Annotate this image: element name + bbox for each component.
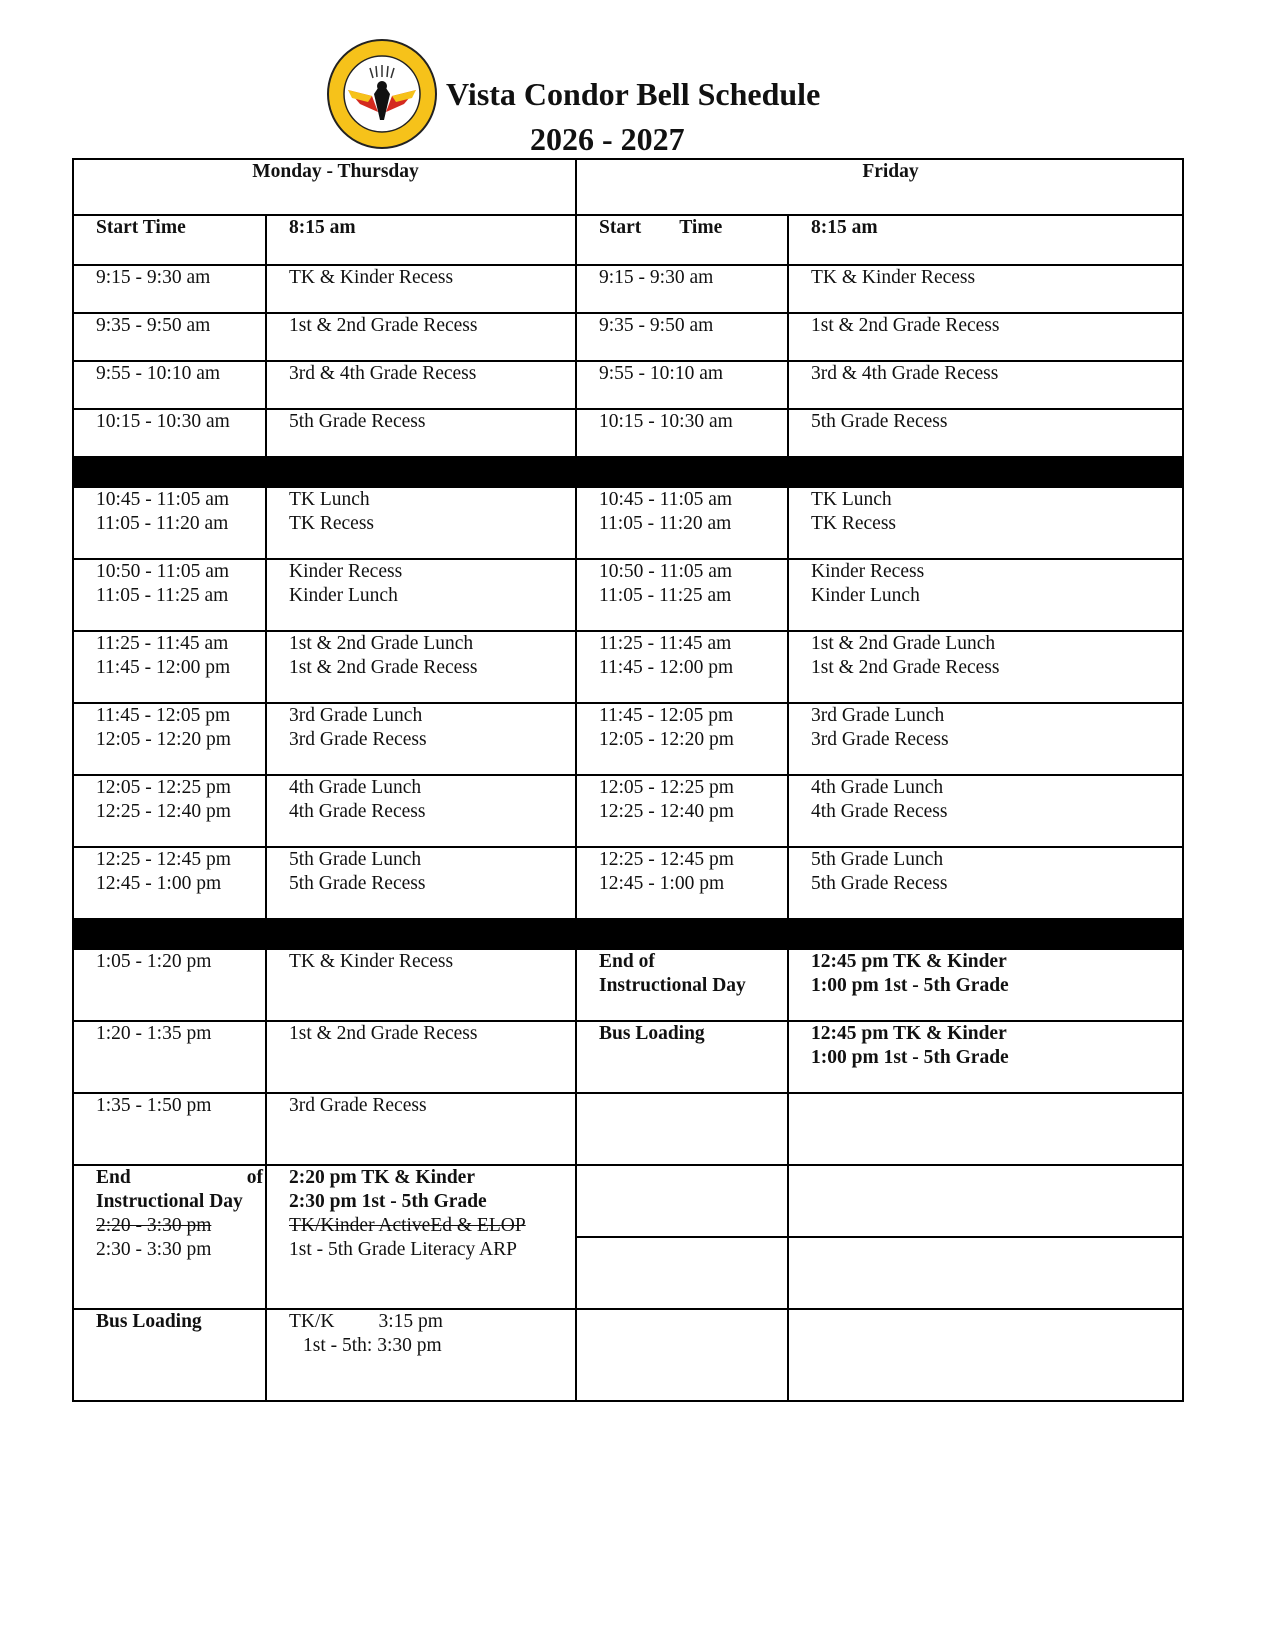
start-time-value: 8:15 am <box>266 215 576 265</box>
event-cell: 1st & 2nd Grade Recess <box>266 1021 576 1093</box>
table-row <box>73 313 1183 361</box>
friday-start-label-b: Time <box>679 217 723 238</box>
bus-line: 1st - 5th: 3:30 pm <box>303 1335 442 1356</box>
start-time-row <box>73 215 1183 265</box>
event-line: 1st & 2nd Grade Lunch <box>289 633 474 654</box>
table-row <box>73 847 1183 919</box>
time-line: 11:05 - 11:25 am <box>96 585 229 606</box>
time-line: 11:45 - 12:00 pm <box>96 657 231 678</box>
friday-time-cell <box>576 631 788 703</box>
time-line: 2:30 - 3:30 pm <box>96 1239 212 1260</box>
section-divider <box>73 457 1183 487</box>
time-line: 12:05 - 12:20 pm <box>599 729 734 750</box>
time-line: 10:45 - 11:05 am <box>96 489 230 510</box>
school-year: 2026 - 2027 <box>530 121 685 157</box>
event-line: 5th Grade Recess <box>289 873 426 894</box>
label-line: Instructional Day <box>599 975 746 996</box>
time-line: 12:45 - 1:00 pm <box>599 873 725 894</box>
time-cell: 1:35 - 1:50 pm <box>73 1093 266 1165</box>
event-cell: 3rd Grade Recess <box>266 1093 576 1165</box>
time-line: 10:50 - 11:05 am <box>96 561 230 582</box>
friday-event-cell: 3rd & 4th Grade Recess <box>788 361 1183 409</box>
friday-event-cell: TK & Kinder Recess <box>788 265 1183 313</box>
value-line: 2:30 pm 1st - 5th Grade <box>289 1191 487 1212</box>
event-line: 3rd Grade Recess <box>811 729 949 750</box>
event-line: TK Recess <box>289 513 375 534</box>
time-line: 12:45 - 1:00 pm <box>96 873 222 894</box>
event-line: 4th Grade Recess <box>289 801 426 822</box>
bus-loading-times <box>266 1309 576 1401</box>
table-row <box>73 559 1183 631</box>
end-of-day-row <box>73 1165 1183 1309</box>
event-cell: 5th Grade Recess <box>266 409 576 457</box>
bus-time: 3:15 pm <box>378 1311 443 1332</box>
friday-event-cell <box>788 559 1183 631</box>
friday-start-time-value: 8:15 am <box>788 215 1183 265</box>
time-line: 11:25 - 11:45 am <box>599 633 732 654</box>
time-cell: 1:20 - 1:35 pm <box>73 1021 266 1093</box>
friday-event-cell <box>788 703 1183 775</box>
friday-bus-loading-value <box>788 1021 1183 1093</box>
empty-cell <box>576 1165 788 1309</box>
table-row <box>73 487 1183 559</box>
event-line: 1st & 2nd Grade Recess <box>289 657 478 678</box>
time-line: 12:05 - 12:25 pm <box>96 777 231 798</box>
friday-start-label-a: Start <box>599 217 642 238</box>
end-of-day-value <box>266 1165 576 1309</box>
time-line: 11:05 - 11:20 am <box>599 513 732 534</box>
friday-time-cell <box>576 487 788 559</box>
label-line: Instructional Day <box>96 1191 243 1212</box>
event-line: Kinder Recess <box>811 561 925 582</box>
bus-loading-row <box>73 1309 1183 1401</box>
time-line: 12:25 - 12:45 pm <box>96 849 231 870</box>
event-line: 1st & 2nd Grade Recess <box>811 657 1000 678</box>
time-line: 12:25 - 12:40 pm <box>599 801 734 822</box>
event-cell <box>266 847 576 919</box>
value-line: 1:00 pm 1st - 5th Grade <box>811 1047 1009 1068</box>
time-line: 11:25 - 11:45 am <box>96 633 229 654</box>
friday-event-cell <box>788 847 1183 919</box>
friday-time-cell: 9:15 - 9:30 am <box>576 265 788 313</box>
time-line: 12:25 - 12:40 pm <box>96 801 231 822</box>
bus-group: TK/K <box>289 1311 335 1332</box>
table-row <box>73 949 1183 1021</box>
event-cell: 3rd & 4th Grade Recess <box>266 361 576 409</box>
time-cell <box>73 487 266 559</box>
event-cell <box>266 487 576 559</box>
time-line: 12:05 - 12:20 pm <box>96 729 231 750</box>
table-row <box>73 631 1183 703</box>
friday-event-cell: 5th Grade Recess <box>788 409 1183 457</box>
time-cell: 1:05 - 1:20 pm <box>73 949 266 1021</box>
value-line: 12:45 pm TK & Kinder <box>811 1023 1007 1044</box>
event-line: 1st & 2nd Grade Lunch <box>811 633 996 654</box>
friday-end-of-day-label <box>576 949 788 1021</box>
table-row <box>73 361 1183 409</box>
table-row <box>73 1093 1183 1165</box>
document-header <box>0 0 1270 160</box>
time-line: 11:45 - 12:05 pm <box>599 705 734 726</box>
time-cell: 9:35 - 9:50 am <box>73 313 266 361</box>
friday-time-cell <box>576 559 788 631</box>
bus-line <box>289 1310 575 1334</box>
value-line: 2:20 pm TK & Kinder <box>289 1167 475 1188</box>
time-cell: 9:55 - 10:10 am <box>73 361 266 409</box>
time-line: 11:45 - 12:00 pm <box>599 657 734 678</box>
friday-event-cell <box>788 775 1183 847</box>
event-line: 5th Grade Lunch <box>811 849 944 870</box>
event-line: 3rd Grade Lunch <box>811 705 945 726</box>
struck-event: TK/Kinder ActiveEd & ELOP <box>289 1215 526 1236</box>
empty-cell <box>788 1309 1183 1401</box>
friday-event-cell <box>788 631 1183 703</box>
time-line: 12:25 - 12:45 pm <box>599 849 734 870</box>
event-line: 4th Grade Recess <box>811 801 948 822</box>
table-row <box>73 1021 1183 1093</box>
friday-time-cell: 9:35 - 9:50 am <box>576 313 788 361</box>
event-line: Kinder Recess <box>289 561 403 582</box>
event-cell: 1st & 2nd Grade Recess <box>266 313 576 361</box>
friday-time-cell <box>576 847 788 919</box>
time-line: 12:05 - 12:25 pm <box>599 777 734 798</box>
empty-cell <box>576 1093 788 1165</box>
table-row <box>73 409 1183 457</box>
event-line: 5th Grade Lunch <box>289 849 422 870</box>
event-line: TK Lunch <box>811 489 892 510</box>
event-cell <box>266 775 576 847</box>
bus-loading-label: Bus Loading <box>73 1309 266 1401</box>
label-word: of <box>246 1167 263 1188</box>
event-line: 3rd Grade Recess <box>289 729 427 750</box>
table-row <box>73 703 1183 775</box>
event-line: 3rd Grade Lunch <box>289 705 423 726</box>
page-title: Vista Condor Bell Schedule <box>446 76 821 112</box>
value-line: 12:45 pm TK & Kinder <box>811 951 1007 972</box>
friday-event-cell <box>788 487 1183 559</box>
end-of-day-label <box>73 1165 266 1309</box>
friday-time-cell <box>576 703 788 775</box>
friday-start-time-label <box>576 215 788 265</box>
event-cell <box>266 703 576 775</box>
time-cell <box>73 847 266 919</box>
time-cell <box>73 775 266 847</box>
time-cell: 9:15 - 9:30 am <box>73 265 266 313</box>
value-line: 1:00 pm 1st - 5th Grade <box>811 975 1009 996</box>
struck-time: 2:20 - 3:30 pm <box>96 1215 212 1236</box>
day-header-friday: Friday <box>576 159 1183 215</box>
divider-bar <box>73 457 1183 487</box>
friday-time-cell: 9:55 - 10:10 am <box>576 361 788 409</box>
label-line: End of <box>599 951 655 972</box>
time-line: 10:45 - 11:05 am <box>599 489 733 510</box>
time-line: 10:50 - 11:05 am <box>599 561 733 582</box>
time-line: 11:45 - 12:05 pm <box>96 705 231 726</box>
event-cell: TK & Kinder Recess <box>266 949 576 1021</box>
time-cell <box>73 703 266 775</box>
empty-cell <box>788 1165 1183 1309</box>
label-line <box>96 1166 265 1190</box>
table-row <box>73 265 1183 313</box>
divider-bar <box>73 919 1183 949</box>
friday-time-cell <box>576 775 788 847</box>
empty-cell <box>576 1309 788 1401</box>
day-header-row <box>73 159 1183 215</box>
time-cell <box>73 559 266 631</box>
event-line: TK Recess <box>811 513 897 534</box>
event-cell <box>266 559 576 631</box>
event-line: 5th Grade Recess <box>811 873 948 894</box>
event-line: 4th Grade Lunch <box>289 777 422 798</box>
start-time-label: Start Time <box>73 215 266 265</box>
event-line: 4th Grade Lunch <box>811 777 944 798</box>
event-line: Kinder Lunch <box>811 585 920 606</box>
time-line: 11:05 - 11:25 am <box>599 585 732 606</box>
bell-schedule-table <box>72 158 1184 1402</box>
time-cell <box>73 631 266 703</box>
school-logo <box>326 38 438 150</box>
section-divider <box>73 919 1183 949</box>
event-cell <box>266 631 576 703</box>
friday-event-cell: 1st & 2nd Grade Recess <box>788 313 1183 361</box>
friday-time-cell: 10:15 - 10:30 am <box>576 409 788 457</box>
friday-end-of-day-value <box>788 949 1183 1021</box>
time-cell: 10:15 - 10:30 am <box>73 409 266 457</box>
event-line: 1st - 5th Grade Literacy ARP <box>289 1239 517 1260</box>
event-line: Kinder Lunch <box>289 585 398 606</box>
friday-bus-loading-label: Bus Loading <box>576 1021 788 1093</box>
event-cell: TK & Kinder Recess <box>266 265 576 313</box>
table-row <box>73 775 1183 847</box>
event-line: TK Lunch <box>289 489 370 510</box>
label-word: End <box>96 1167 131 1188</box>
empty-cell <box>788 1093 1183 1165</box>
day-header-mon-thu: Monday - Thursday <box>73 159 576 215</box>
time-line: 11:05 - 11:20 am <box>96 513 229 534</box>
